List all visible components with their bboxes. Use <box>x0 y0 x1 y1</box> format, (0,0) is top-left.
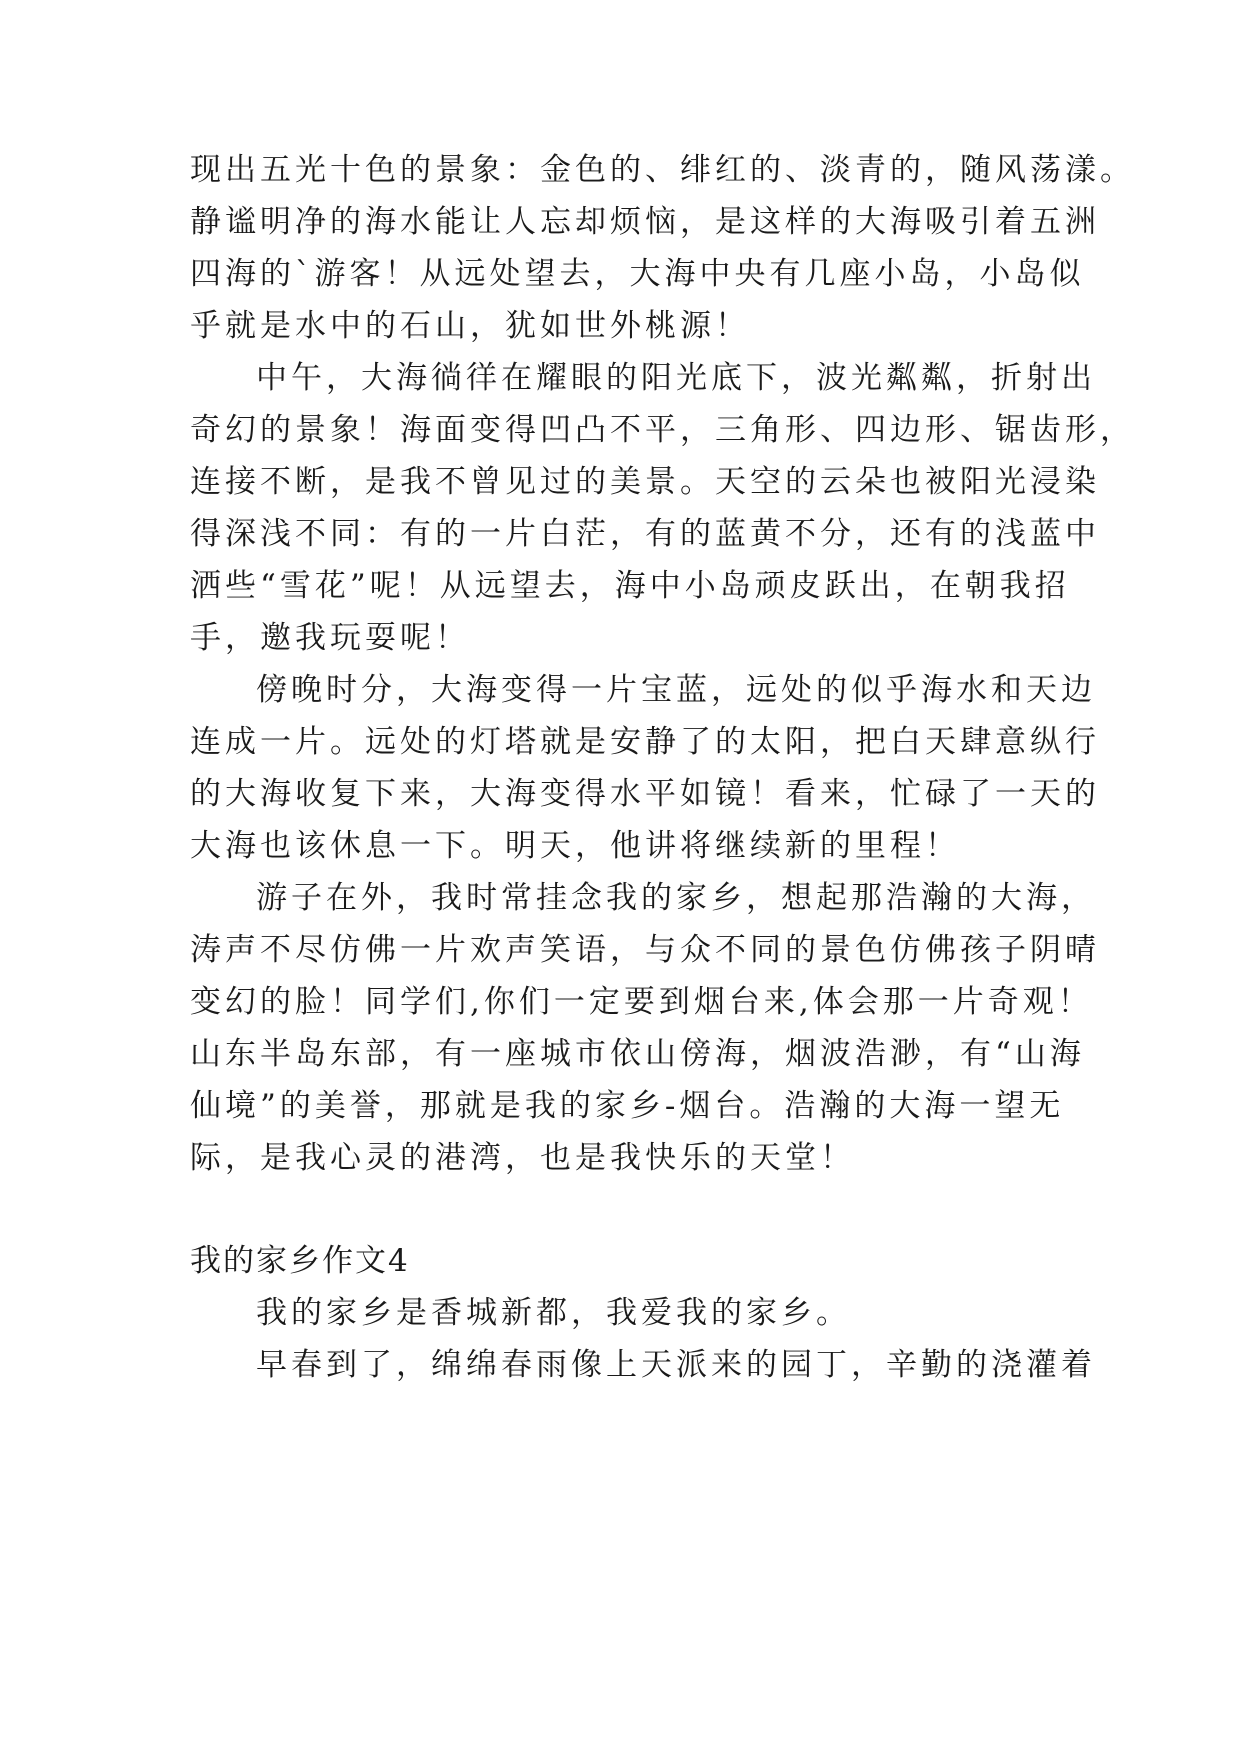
paragraph-line: 早春到了，绵绵春雨像上天派来的园丁，辛勤的浇灌着 <box>256 1347 1096 1383</box>
paragraph-line: 四海的`游客！从远处望去，大海中央有几座小岛，小岛似 <box>190 256 1085 292</box>
paragraph-line: 洒些“雪花”呢！从远望去，海中小岛顽皮跃出，在朝我招 <box>190 568 1070 604</box>
paragraph-line: 我的家乡是香城新都，我爱我的家乡。 <box>256 1295 851 1331</box>
paragraph-line: 变幻的脸！同学们,你们一定要到烟台来,体会那一片奇观！ <box>190 984 1093 1020</box>
paragraph-line: 中午，大海徜徉在耀眼的阳光底下，波光粼粼，折射出 <box>256 360 1096 396</box>
paragraph-line: 傍晚时分，大海变得一片宝蓝，远处的似乎海水和天边 <box>256 672 1096 708</box>
paragraph-line: 手，邀我玩耍呢！ <box>190 620 470 656</box>
paragraph-line: 静谧明净的海水能让人忘却烦恼，是这样的大海吸引着五洲 <box>190 204 1100 240</box>
paragraph-line: 现出五光十色的景象：金色的、绯红的、淡青的，随风荡漾。 <box>190 152 1135 188</box>
paragraph-line: 得深浅不同：有的一片白茫，有的蓝黄不分，还有的浅蓝中 <box>190 516 1100 552</box>
paragraph-line: 连成一片。远处的灯塔就是安静了的太阳，把白天肆意纵行 <box>190 724 1100 760</box>
paragraph-line: 乎就是水中的石山，犹如世外桃源！ <box>190 308 750 344</box>
paragraph-line: 连接不断，是我不曾见过的美景。天空的云朵也被阳光浸染 <box>190 464 1100 500</box>
paragraph-line: 际，是我心灵的港湾，也是我快乐的天堂！ <box>190 1140 855 1176</box>
section-title: 我的家乡作文4 <box>190 1243 410 1279</box>
paragraph-line: 的大海收复下来，大海变得水平如镜！看来，忙碌了一天的 <box>190 776 1100 812</box>
paragraph-line: 仙境”的美誉，那就是我的家乡-烟台。浩瀚的大海一望无 <box>190 1088 1065 1124</box>
paragraph-line: 游子在外，我时常挂念我的家乡，想起那浩瀚的大海， <box>256 880 1096 916</box>
paragraph-line: 奇幻的景象！海面变得凹凸不平，三角形、四边形、锯齿形， <box>190 412 1135 448</box>
paragraph-line: 涛声不尽仿佛一片欢声笑语，与众不同的景色仿佛孩子阴晴 <box>190 932 1100 968</box>
paragraph-line: 山东半岛东部，有一座城市依山傍海，烟波浩渺，有“山海 <box>190 1036 1085 1072</box>
paragraph-line: 大海也该休息一下。明天，他讲将继续新的里程！ <box>190 828 960 864</box>
